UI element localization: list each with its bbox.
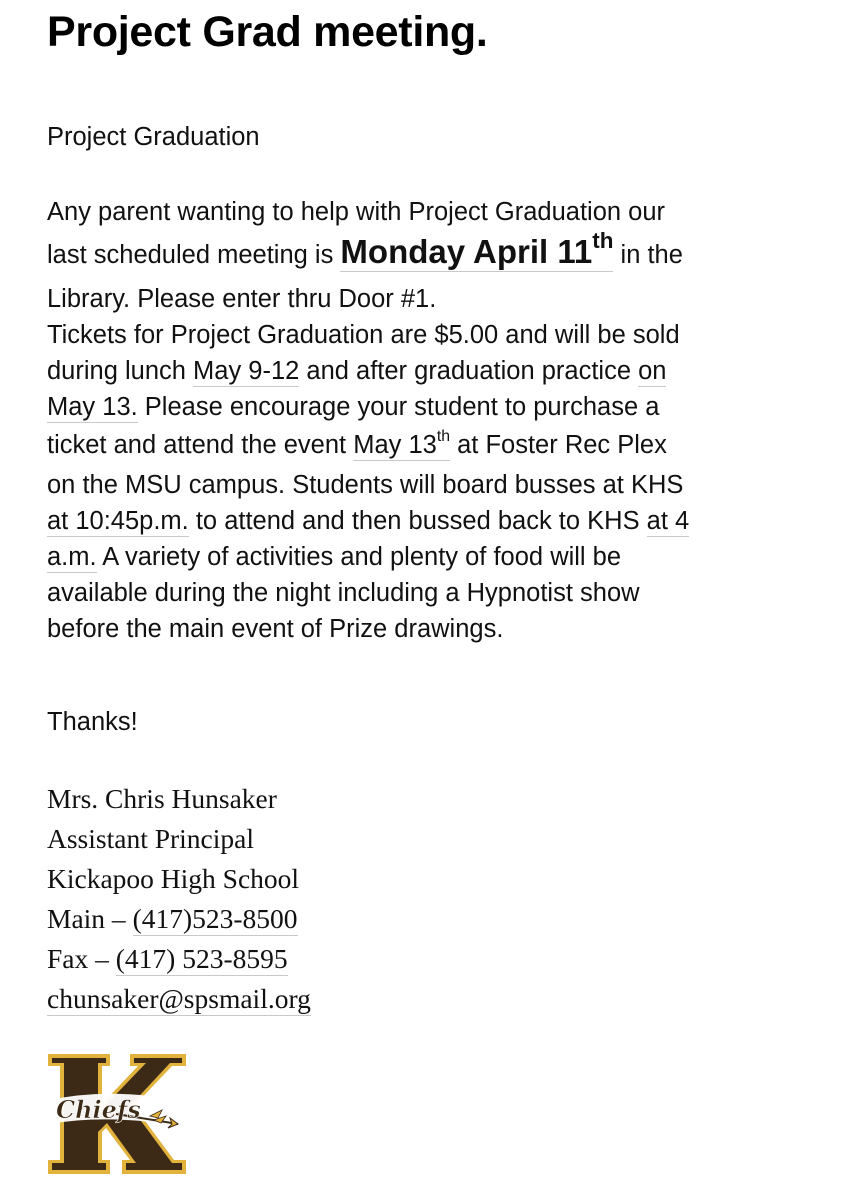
body-line: before the main event of Prize drawings.	[47, 615, 504, 643]
main-phone-link[interactable]: (417)523-8500	[132, 903, 298, 934]
date-link-on[interactable]: on	[638, 357, 667, 385]
thanks-text: Thanks!	[47, 708, 138, 736]
signature-email-line	[47, 979, 311, 1019]
email-link[interactable]: chunsaker@spsmail.org	[47, 983, 311, 1014]
logo-script-text: Chiefs	[56, 1095, 141, 1124]
body-text: ticket and attend the event	[47, 431, 354, 459]
announcement-body	[47, 194, 837, 647]
main-label: Main –	[47, 903, 133, 934]
subheading: Project Graduation	[47, 123, 260, 151]
body-text: during lunch	[47, 357, 194, 385]
body-line	[47, 423, 837, 467]
body-line: on the MSU campus. Students will board busses at KHS	[47, 471, 684, 499]
body-line	[47, 226, 837, 281]
body-text: last scheduled meeting is	[47, 241, 341, 269]
kickapoo-chiefs-logo-icon	[46, 1052, 188, 1176]
signature-school: Kickapoo High School	[47, 863, 300, 894]
body-text: Please encourage your student to purchase a	[137, 393, 660, 421]
body-line: Any parent wanting to help with Project Graduation our	[47, 198, 666, 226]
meeting-date-suffix: th	[592, 227, 614, 253]
logo-graphic	[46, 1052, 188, 1176]
body-text: at Foster Rec Plex	[450, 431, 667, 459]
fax-phone-link[interactable]: (417) 523-8595	[115, 943, 288, 974]
body-line	[47, 353, 837, 389]
signature-main-line	[47, 899, 311, 939]
fax-label: Fax –	[47, 943, 116, 974]
body-text: and after graduation practice	[299, 357, 639, 385]
body-line: Tickets for Project Graduation are $5.00 and will be sold	[47, 321, 680, 349]
event-date-text: May 13	[353, 431, 437, 459]
body-text: in the	[613, 241, 683, 269]
signature-name: Mrs. Chris Hunsaker	[47, 783, 277, 814]
time-link-at-4[interactable]: at 4	[646, 507, 690, 535]
body-text: A variety of activities and plenty of food will be	[96, 543, 622, 571]
signature-fax-line	[47, 939, 311, 979]
signature-block	[47, 779, 311, 1019]
page-title: Project Grad meeting.	[47, 8, 488, 56]
body-line: available during the night including a Hypnotist show	[47, 579, 640, 607]
time-link-am[interactable]: a.m.	[47, 543, 97, 571]
date-link-may-13[interactable]: May 13.	[47, 393, 138, 421]
event-date-link[interactable]	[353, 428, 451, 461]
body-line: Library. Please enter thru Door #1.	[47, 285, 437, 313]
body-line	[47, 539, 837, 575]
time-link-1045pm[interactable]: at 10:45p.m.	[47, 507, 189, 535]
meeting-date-text: Monday April 11	[340, 233, 593, 270]
date-link-may-9-12[interactable]: May 9-12	[193, 357, 300, 385]
signature-role: Assistant Principal	[47, 823, 255, 854]
body-line	[47, 389, 837, 425]
meeting-date[interactable]	[340, 227, 614, 272]
event-date-suffix: th	[436, 428, 451, 446]
body-text: to attend and then bussed back to KHS	[188, 507, 647, 535]
body-line	[47, 503, 837, 539]
